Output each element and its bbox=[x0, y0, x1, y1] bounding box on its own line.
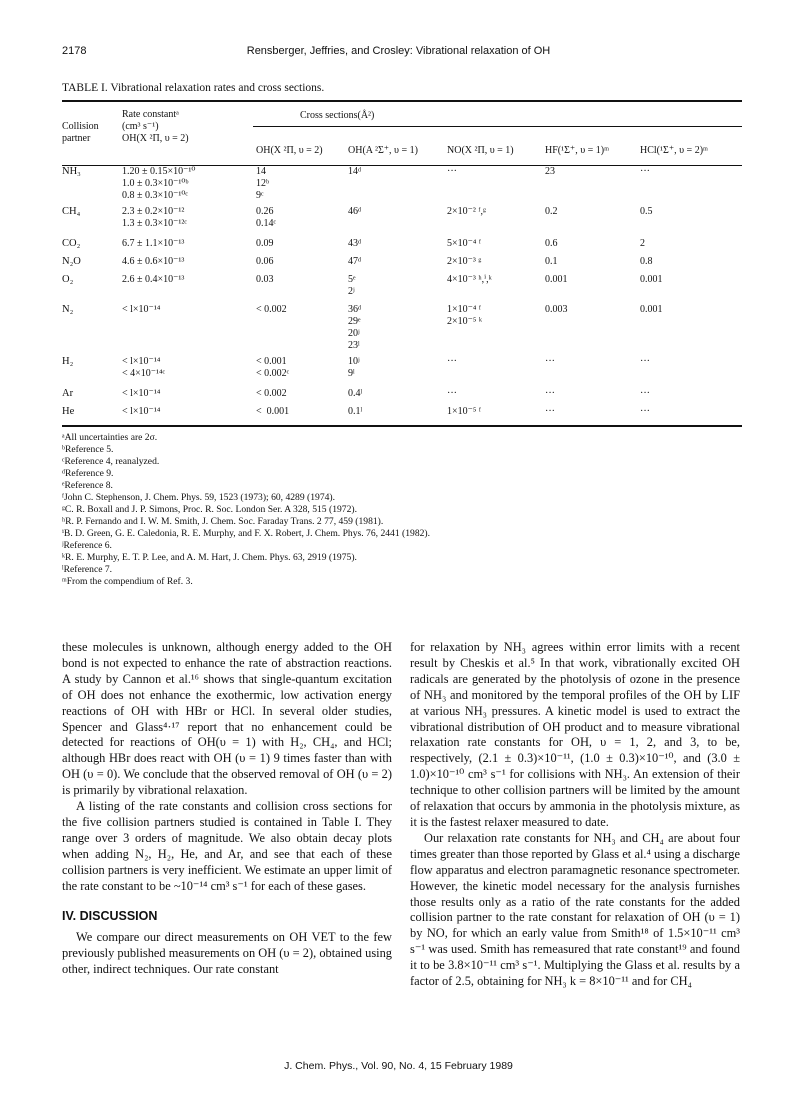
table-cell-rate: < l×10⁻¹⁴ bbox=[122, 406, 161, 417]
table-cell-xs5: 0.001 bbox=[640, 274, 663, 285]
table-cell-xs3: 2×10⁻² ᶠ,ᵍ bbox=[447, 206, 487, 217]
col-header-xs-title: Cross sections(Å²) bbox=[300, 110, 375, 121]
table-cell-xs1: < 0.002 bbox=[256, 388, 287, 399]
table-cell-xs2: 0.1ˡ bbox=[348, 406, 363, 417]
table-cell-rate: < l×10⁻¹⁴ bbox=[122, 388, 161, 399]
table-cell-xs1: 14 12ᵇ 9ᶜ bbox=[256, 166, 270, 201]
footnote: ᵐFrom the compendium of Ref. 3. bbox=[62, 576, 193, 587]
table-cell-xs2: 14ᵈ bbox=[348, 166, 362, 177]
table-cell-xs1: 0.06 bbox=[256, 256, 274, 267]
table-cell-xs1: < 0.002 bbox=[256, 304, 287, 315]
footnote: ʰR. P. Fernando and I. W. M. Smith, J. Chem. Soc. Faraday Trans. 2 77, 459 (1981). bbox=[62, 516, 384, 527]
table-cell-partner: CO₂ bbox=[62, 238, 81, 249]
table-cell-xs4: 0.003 bbox=[545, 304, 568, 315]
table-cell-xs4: 0.2 bbox=[545, 206, 558, 217]
table-cell-partner: O₂ bbox=[62, 274, 74, 285]
table-cell-xs4: 0.1 bbox=[545, 256, 558, 267]
table-cell-xs4: ··· bbox=[545, 388, 555, 399]
running-title: Rensberger, Jeffries, and Crosley: Vibrational relaxation of OH bbox=[246, 45, 551, 57]
table-cell-xs5: ··· bbox=[640, 406, 650, 417]
table-cell-xs4: ··· bbox=[545, 406, 555, 417]
table-cell-xs3: ··· bbox=[447, 356, 457, 367]
col-header-xs3: NO(X ²Π, υ = 1) bbox=[447, 145, 514, 156]
table-cell-xs1: < 0.001 < 0.002ᶜ bbox=[256, 356, 290, 379]
table-cell-rate: < l×10⁻¹⁴ bbox=[122, 304, 161, 315]
table-caption: TABLE I. Vibrational relaxation rates and cross sections. bbox=[62, 82, 325, 94]
section-heading: IV. DISCUSSION bbox=[62, 908, 158, 923]
paragraph: these molecules is unknown, although energy added to the OH bond is not expected to enhance the rate of abstraction reactions. A study by Cannon et al.¹⁶ shows that single-quantum excitation of OH does not enhance the exothermic, low activation energy reactions of OH with HBr or HCl. In several older studies, Spencer and Glass⁴·¹⁷ report that no enhancement could be detected for reactions of OH(υ = 1) with H₂, CH₄, and HCl; although HBr does react with OH (υ = 1) 9 times faster than with OH (υ = 0). We conclude that the observed removal of OH (υ = 2) is primarily by vibrational relaxation. bbox=[62, 640, 392, 798]
footnote: ᶜReference 4, reanalyzed. bbox=[62, 456, 160, 467]
table-cell-partner: N₂O bbox=[62, 256, 81, 267]
table-cell-xs2: 47ᵈ bbox=[348, 256, 362, 267]
footnote: ˡReference 7. bbox=[62, 564, 113, 575]
footnote: ᵃAll uncertainties are 2σ. bbox=[62, 432, 158, 443]
col-header-xs2: OH(A ²Σ⁺, υ = 1) bbox=[348, 145, 418, 156]
col-header-rate: Rate constantᵃ (cm³ s⁻¹) OH(X ²Π, υ = 2) bbox=[122, 109, 189, 144]
table-cell-xs5: 2 bbox=[640, 238, 645, 249]
footnote: ʲReference 6. bbox=[62, 540, 112, 551]
table-cell-xs3: 1×10⁻⁵ ᶠ bbox=[447, 406, 481, 417]
table-cell-xs5: 0.8 bbox=[640, 256, 653, 267]
table-cell-xs5: ··· bbox=[640, 166, 650, 177]
footnote: ᵍC. R. Boxall and J. P. Simons, Proc. R. Soc. London Ser. A 328, 515 (1972). bbox=[62, 504, 357, 515]
table-cell-xs4: ··· bbox=[545, 356, 555, 367]
table-cell-xs1: 0.03 bbox=[256, 274, 274, 285]
table-cell-xs5: ··· bbox=[640, 388, 650, 399]
table-cell-xs4: 0.6 bbox=[545, 238, 558, 249]
table-cell-partner: N₂ bbox=[62, 304, 74, 315]
table-cell-xs3: ··· bbox=[447, 166, 457, 177]
table-cell-partner: Ar bbox=[62, 388, 74, 399]
table-cell-xs3: 2×10⁻³ ᵍ bbox=[447, 256, 482, 267]
table-cell-xs1: 0.09 bbox=[256, 238, 274, 249]
table-cell-xs2: 43ᵈ bbox=[348, 238, 362, 249]
paragraph: We compare our direct measurements on OH VET to the few previously published measurements on OH (υ = 2), obtained using other, indirect techniques. Our rate constant bbox=[62, 930, 392, 977]
table-cell-rate: < l×10⁻¹⁴ < 4×10⁻¹⁴ᶜ bbox=[122, 356, 166, 379]
footnote: ᵏR. E. Murphy, E. T. P. Lee, and A. M. Hart, J. Chem. Phys. 63, 2919 (1975). bbox=[62, 552, 357, 563]
paragraph: for relaxation by NH₃ agrees within error limits with a recent result by Cheskis et al.⁵ In that work, vibrationally excited OH radicals are generated by the photolysis of ozone in the presence of NH₃ and monitored by the temporal profiles of the OH by LIF at various NH₃ pressures. A kinetic model is used to extract the vibrational distribution of OH product and to measure vibrational relaxation rate constants for OH, υ = 1, 2, and 3, to be, respectively, (2.1 ± 0.3)×10⁻¹¹, (1.0 ± 0.3)×10⁻¹⁰, and (3.0 ± 1.0)×10⁻¹⁰ cm³ s⁻¹ for collisions with NH₃. An extension of their technique to other collision partners will be limited by the amount of relaxation that occurs by ammonia in the photolysis mixture, as it is the fastest relaxer measured to date. bbox=[410, 640, 740, 829]
text-column-right bbox=[410, 640, 740, 990]
footnote: ᵇReference 5. bbox=[62, 444, 114, 455]
table-cell-rate: 2.3 ± 0.2×10⁻¹² 1.3 ± 0.3×10⁻¹²ᶜ bbox=[122, 206, 187, 229]
table-cell-xs4: 0.001 bbox=[545, 274, 568, 285]
col-header-xs4: HF(¹Σ⁺, υ = 1)ᵐ bbox=[545, 145, 610, 156]
col-header-partner: Collision partner bbox=[62, 121, 99, 144]
text-column-left bbox=[62, 640, 392, 978]
footnote: ⁱB. D. Green, G. E. Caledonia, R. E. Murphy, and F. X. Robert, J. Chem. Phys. 76, 2441 (1982). bbox=[62, 528, 430, 539]
table-cell-xs4: 23 bbox=[545, 166, 555, 177]
table-cell-xs2: 36ᵈ 29ᵉ 20ʲ 23ˡ bbox=[348, 304, 362, 351]
table-cell-rate: 4.6 ± 0.6×10⁻¹³ bbox=[122, 256, 185, 267]
table-cell-xs5: 0.5 bbox=[640, 206, 653, 217]
table-rule-top bbox=[62, 100, 742, 102]
page-number: 2178 bbox=[62, 45, 87, 57]
footnote: ᵈReference 9. bbox=[62, 468, 114, 479]
col-header-xs5: HCl(¹Σ⁺, υ = 2)ᵐ bbox=[640, 145, 708, 156]
table-cell-partner: H₂ bbox=[62, 356, 74, 367]
table-cell-xs2: 0.4ˡ bbox=[348, 388, 363, 399]
table-cell-xs1: < 0.001 bbox=[256, 406, 290, 417]
footnote: ᵉReference 8. bbox=[62, 480, 113, 491]
table-cell-xs1: 0.26 0.14ᶜ bbox=[256, 206, 277, 229]
table-cell-xs3: 5×10⁻⁴ ᶠ bbox=[447, 238, 481, 249]
table-cell-partner: CH₄ bbox=[62, 206, 81, 217]
table-cell-xs2: 10ʲ 9ˡ bbox=[348, 356, 360, 379]
cross-section-rule bbox=[253, 126, 742, 127]
table-cell-xs3: ··· bbox=[447, 388, 457, 399]
table-cell-xs5: 0.001 bbox=[640, 304, 663, 315]
table-cell-rate: 2.6 ± 0.4×10⁻¹³ bbox=[122, 274, 185, 285]
paragraph: A listing of the rate constants and collision cross sections for the five collision partners studied is contained in Table I. They range over 3 orders of magnitude. We also obtain decay plots when adding N₂, H₂, He, and Ar, and see that each of these collision partners is very inefficient. We estimate an upper limit of the rate constant to be ~10⁻¹⁴ cm³ s⁻¹ for each of these gases. bbox=[62, 799, 392, 893]
table-rule-bottom bbox=[62, 425, 742, 427]
table-cell-partner: He bbox=[62, 406, 75, 417]
table-cell-partner: NH₃ bbox=[62, 166, 81, 177]
col-header-xs1: OH(X ²Π, υ = 2) bbox=[256, 145, 323, 156]
table-cell-xs5: ··· bbox=[640, 356, 650, 367]
table-cell-xs3: 4×10⁻³ ʰ,ⁱ,ᵏ bbox=[447, 274, 492, 285]
footnote: ᶠJohn C. Stephenson, J. Chem. Phys. 59, 1523 (1973); 60, 4289 (1974). bbox=[62, 492, 336, 503]
table-cell-xs2: 46ᵈ bbox=[348, 206, 362, 217]
table-cell-xs2: 5ᵉ 2ʲ bbox=[348, 274, 356, 297]
table-cell-xs3: 1×10⁻⁴ ᶠ 2×10⁻⁵ ᵏ bbox=[447, 304, 483, 327]
table-cell-rate: 6.7 ± 1.1×10⁻¹³ bbox=[122, 238, 185, 249]
paragraph: Our relaxation rate constants for NH₃ and CH₄ are about four times greater than those reported by Glass et al.⁴ using a discharge flow apparatus and electron paramagnetic resonance spectrometer. However, the kinetic model necessary for the analysis furnishes those results only as a ratio of the rate constants for the added collision partner to the rate constant for relaxation of OH (υ = 1) by NO, for which an early value from Smith¹⁸ of 1.5×10⁻¹¹ cm³ s⁻¹ was used. Smith has remeasured that rate constant¹⁹ and found it to be 3.8×10⁻¹¹ cm³ s⁻¹. Multiplying the Glass et al. results by a factor of 2.5, obtaining for NH₃ k = 8×10⁻¹¹ and for CH₄ bbox=[410, 830, 740, 989]
table-cell-rate: 1.20 ± 0.15×10⁻¹⁰ 1.0 ± 0.3×10⁻¹⁰ᵇ 0.8 ± 0.3×10⁻¹⁰ᶜ bbox=[122, 166, 196, 201]
journal-footer: J. Chem. Phys., Vol. 90, No. 4, 15 February 1989 bbox=[284, 1060, 513, 1072]
